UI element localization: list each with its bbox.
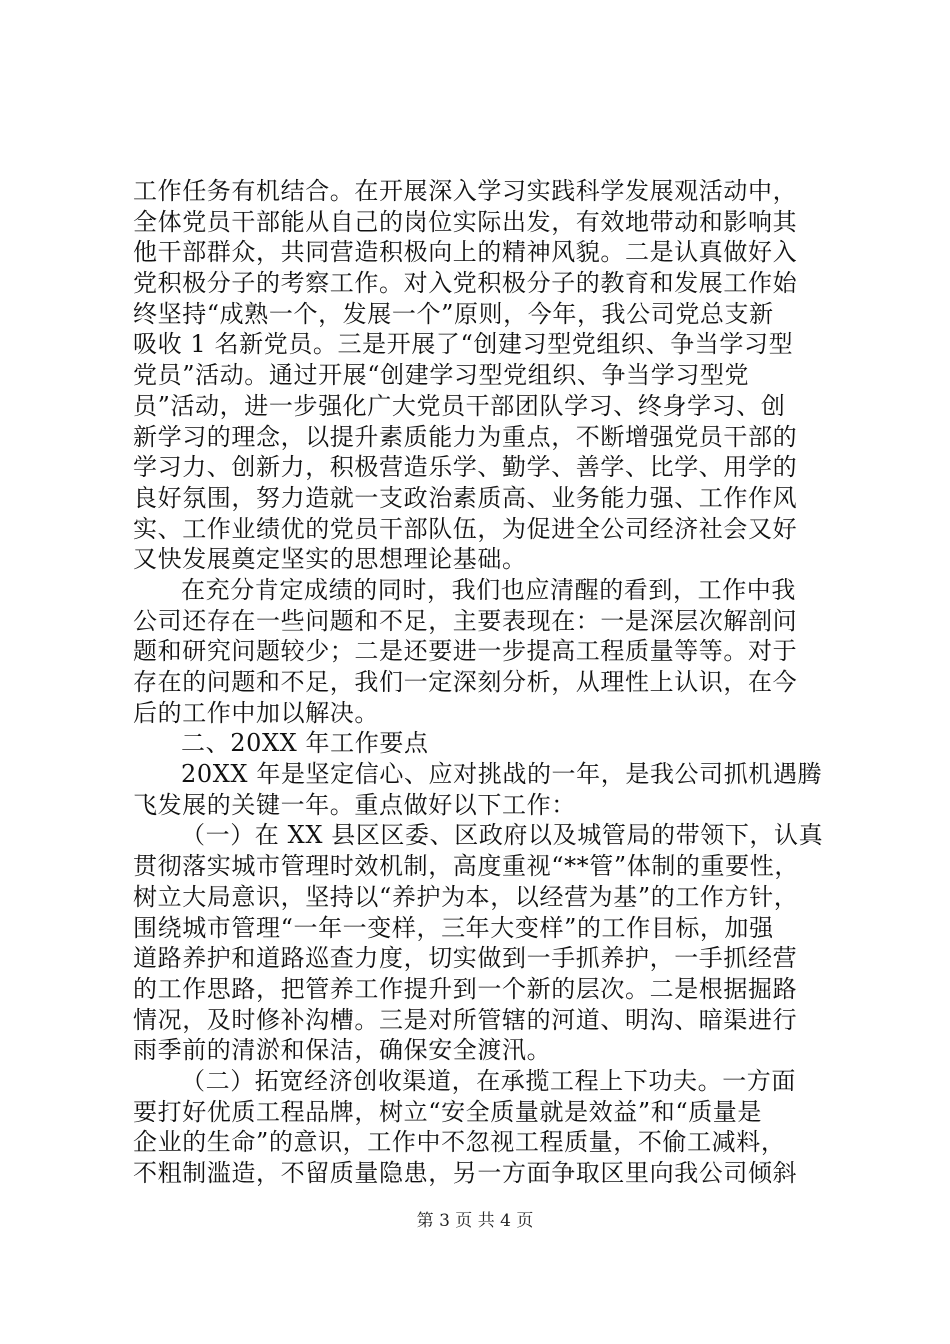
text-line: 后的工作中加以解决。 (133, 698, 379, 727)
text-line: 围绕城市管理“一年一变样，三年大变样”的工作目标，加强 (133, 913, 774, 942)
text-line: 新学习的理念，以提升素质能力为重点，不断增强党员干部的 (133, 422, 798, 451)
text-line: 实、工作业绩优的党员干部队伍，为促进全公司经济社会又好 (133, 514, 798, 543)
text-line: 吸收 1 名新党员。三是开展了“创建习型党组织、争当学习型 (133, 330, 794, 359)
text-line: 学习力、创新力，积极营造乐学、勤学、善学、比学、用学的 (133, 453, 798, 482)
text-line: 党员”活动。通过开展“创建学习型党组织、争当学习型党 (133, 361, 750, 390)
text-line: 党积极分子的考察工作。对入党积极分子的教育和发展工作始 (133, 269, 798, 298)
text-line: 全体党员干部能从自己的岗位实际出发，有效地带动和影响其 (133, 207, 798, 236)
text-line: 良好氛围，努力造就一支政治素质高、业务能力强、工作作风 (133, 483, 798, 512)
text-line: 树立大局意识，坚持以“养护为本，以经营为基”的工作方针， (133, 882, 799, 911)
paragraph-first-line: （一）在 XX 县区区委、区政府以及城管局的带领下，认真 (181, 821, 824, 850)
page-number-footer: 第 3 页 共 4 页 (416, 1211, 534, 1231)
text-line: 存在的问题和不足，我们一定深刻分析，从理性上认识，在今 (133, 668, 798, 696)
text-line: 飞发展的关键一年。重点做好以下工作： (133, 790, 576, 819)
document-body (133, 176, 833, 1189)
text-line: 道路养护和道路巡查力度，切实做到一手抓养护，一手抓经营 (133, 944, 798, 973)
text-line: 情况，及时修补沟槽。三是对所管辖的河道、明沟、暗渠进行 (133, 1005, 798, 1034)
section-heading: 二、20XX 年工作要点 (181, 729, 429, 758)
text-line: 又快发展奠定坚实的思想理论基础。 (133, 545, 527, 574)
text-line: 的工作思路，把管养工作提升到一个新的层次。二是根据掘路 (133, 974, 798, 1003)
text-line: 要打好优质工程品牌，树立“安全质量就是效益”和“质量是 (133, 1097, 763, 1126)
text-line: 贯彻落实城市管理时效机制，高度重视“**管”体制的重要性， (133, 852, 799, 881)
text-line: 终坚持“成熟一个，发展一个”原则，今年，我公司党总支新 (133, 299, 774, 328)
paragraph-first-line: （二）拓宽经济创收渠道，在承揽工程上下功夫。一方面 (181, 1066, 796, 1095)
text-line: 工作任务有机结合。在开展深入学习实践科学发展观活动中， (133, 177, 798, 205)
paragraph-first-line: 20XX 年是坚定信心、应对挑战的一年，是我公司抓机遇腾 (181, 760, 823, 789)
text-line: 员”活动，进一步强化广大党员干部团队学习、终身学习、创 (133, 391, 786, 420)
paragraph-first-line: 在充分肯定成绩的同时，我们也应清醒的看到，工作中我 (181, 575, 796, 604)
text-line: 题和研究问题较少；二是还要进一步提高工程质量等等。对于 (133, 637, 798, 666)
text-line: 不粗制滥造，不留质量隐患，另一方面争取区里向我公司倾斜 (133, 1159, 798, 1187)
text-line: 雨季前的清淤和保洁，确保安全渡汛。 (133, 1036, 552, 1065)
text-line: 公司还存在一些问题和不足，主要表现在：一是深层次解剖问 (133, 606, 798, 635)
text-line: 他干部群众，共同营造积极向上的精神风貌。二是认真做好入 (133, 238, 798, 267)
text-line: 企业的生命”的意识，工作中不忽视工程质量，不偷工减料， (133, 1128, 786, 1157)
